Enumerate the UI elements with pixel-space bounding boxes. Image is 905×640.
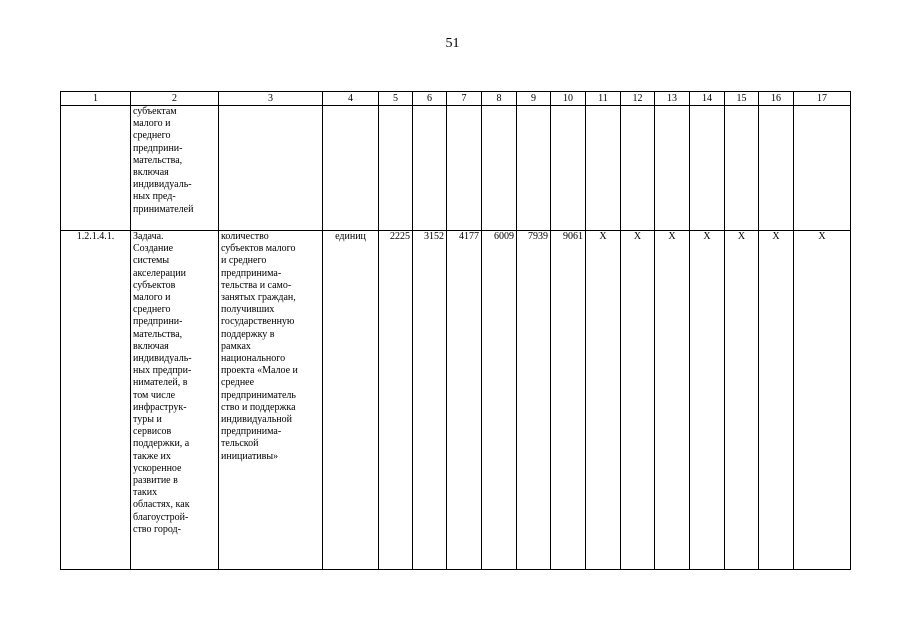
task-description-cell: субъектам малого и среднего предприни- мательства, включая индивидуаль- ных пред- принимателей — [131, 106, 219, 231]
column-header: 4 — [323, 92, 379, 106]
value-cell: 9061 — [551, 231, 586, 570]
table-header-row — [61, 92, 851, 106]
row-code-cell: 1.2.1.4.1. — [61, 231, 131, 570]
column-header: 15 — [725, 92, 759, 106]
unit-cell: единиц — [323, 231, 379, 570]
value-cell: Х — [621, 231, 655, 570]
column-header: 8 — [482, 92, 517, 106]
value-cell: 4177 — [447, 231, 482, 570]
column-header: 1 — [61, 92, 131, 106]
column-header: 9 — [517, 92, 551, 106]
task-description-cell: Задача. Создание системы акселерации субъектов малого и среднего предприни- мательства, включая индивидуаль- ных предпри- нимателей, в том числе инфраструк- туры и сервисов поддержки, а также их ускоренное развитие в таких областях, как благоустрой- ство город- — [131, 231, 219, 570]
value-cell — [551, 106, 586, 231]
value-cell — [794, 106, 851, 231]
value-cell: 2225 — [379, 231, 413, 570]
value-cell: Х — [725, 231, 759, 570]
row-code-cell — [61, 106, 131, 231]
column-header: 13 — [655, 92, 690, 106]
column-header: 2 — [131, 92, 219, 106]
value-cell: 6009 — [482, 231, 517, 570]
value-cell: Х — [759, 231, 794, 570]
value-cell: Х — [655, 231, 690, 570]
column-header: 10 — [551, 92, 586, 106]
column-header: 3 — [219, 92, 323, 106]
value-cell: Х — [794, 231, 851, 570]
value-cell — [379, 106, 413, 231]
value-cell — [482, 106, 517, 231]
data-table — [60, 91, 851, 570]
column-header: 11 — [586, 92, 621, 106]
indicator-cell: количество субъектов малого и среднего предпринима- тельства и само- занятых граждан, получивших государственную поддержку в рамках национального проекта «Малое и среднее предприниматель ство и поддержка индивидуальной предпринима- тельской инициативы» — [219, 231, 323, 570]
value-cell — [655, 106, 690, 231]
value-cell — [621, 106, 655, 231]
value-cell: Х — [586, 231, 621, 570]
value-cell — [759, 106, 794, 231]
value-cell: 7939 — [517, 231, 551, 570]
column-header: 12 — [621, 92, 655, 106]
unit-cell — [323, 106, 379, 231]
column-header: 5 — [379, 92, 413, 106]
value-cell — [517, 106, 551, 231]
value-cell — [586, 106, 621, 231]
column-header: 6 — [413, 92, 447, 106]
column-header: 14 — [690, 92, 725, 106]
value-cell: Х — [690, 231, 725, 570]
value-cell — [690, 106, 725, 231]
page-number: 51 — [445, 36, 460, 51]
indicator-cell — [219, 106, 323, 231]
value-cell — [413, 106, 447, 231]
column-header: 7 — [447, 92, 482, 106]
value-cell: 3152 — [413, 231, 447, 570]
value-cell — [447, 106, 482, 231]
table-row — [61, 231, 851, 570]
value-cell — [725, 106, 759, 231]
column-header: 17 — [794, 92, 851, 106]
column-header: 16 — [759, 92, 794, 106]
table-row — [61, 106, 851, 231]
